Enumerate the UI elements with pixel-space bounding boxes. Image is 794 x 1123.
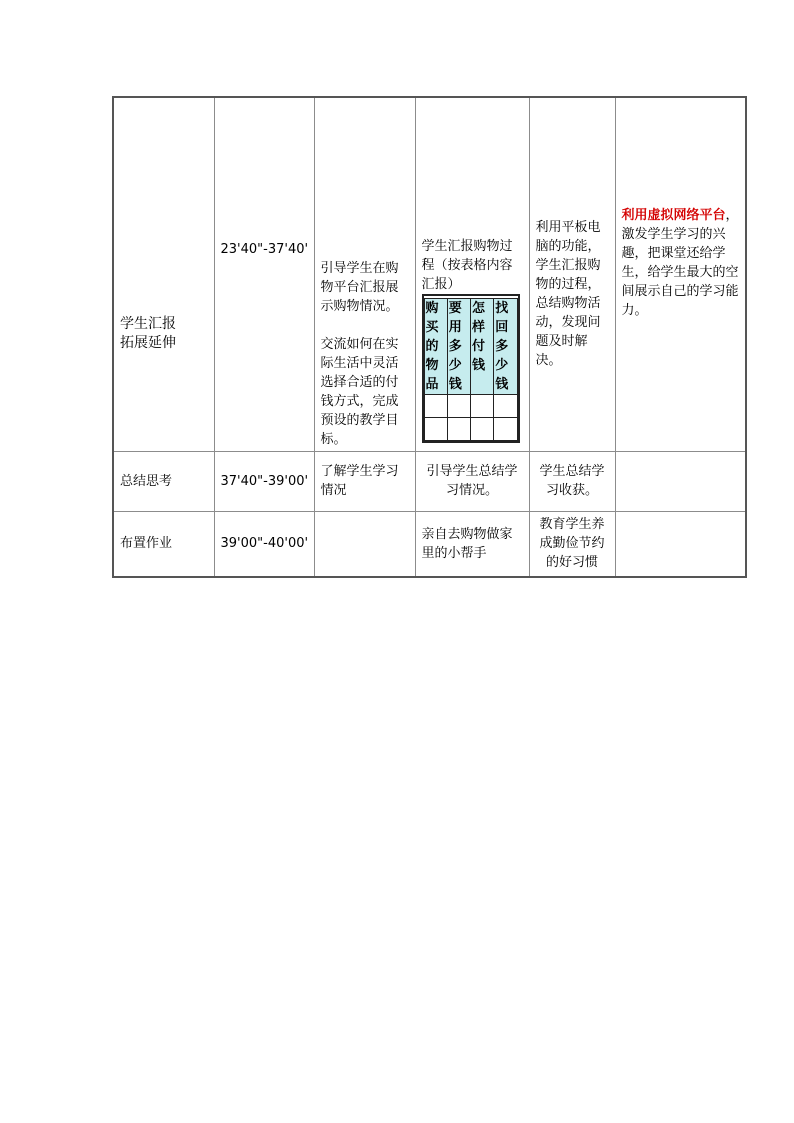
report-header-change: 找回多少钱: [494, 298, 517, 394]
student-activity-cell: [415, 451, 529, 511]
media-text: 学生总结学习收获。: [539, 464, 605, 498]
student-activity-cell: [415, 97, 529, 451]
media-cell: [529, 511, 615, 577]
stage-cell: [113, 451, 214, 511]
intent-text: ，激发学生学习的兴趣，把课堂还给学生，给学生最大的空间展示自己的学习能力。: [621, 208, 739, 319]
intent-cell: [615, 451, 746, 511]
teacher-activity-cell: [314, 451, 415, 511]
report-header-pay: 怎样付钱: [471, 298, 494, 394]
student-activity-cell: [415, 511, 529, 577]
time-cell: [214, 451, 314, 511]
teacher-activity-text-2: 交流如何在实际生活中灵活选择合适的付钱方式，完成预设的教学目标。: [320, 336, 399, 447]
teacher-activity-text-1: 引导学生在购物平台汇报展示购物情况。: [320, 260, 399, 314]
report-table-frame: [422, 294, 520, 443]
teacher-activity-text: 了解学生学习情况: [320, 464, 399, 498]
stage-cell: [113, 97, 214, 451]
time-label: 39'00"-40'00': [220, 536, 309, 552]
report-table: [424, 298, 518, 441]
student-activity-text: 亲自去购物做家里的小帮手: [421, 526, 513, 561]
media-text: 利用平板电脑的功能，学生汇报购物的过程，总结购物活动，发现问题及时解决。: [535, 220, 601, 369]
intent-highlight: 利用虚拟网络平台: [621, 208, 726, 224]
media-text: 教育学生养成勤俭节约的好习惯: [539, 517, 605, 571]
report-header-cost: 要用多少钱: [447, 298, 470, 394]
table-row: [113, 511, 746, 577]
stage-cell: [113, 511, 214, 577]
intent-cell: [615, 97, 746, 451]
intent-cell: [615, 511, 746, 577]
media-cell: [529, 451, 615, 511]
time-label: 37'40"-39'00': [220, 473, 309, 489]
time-cell: [214, 97, 314, 451]
stage-label: 学生汇报 拓展延伸: [120, 316, 176, 352]
lesson-plan-table: [112, 96, 747, 578]
table-row: [113, 451, 746, 511]
report-empty-row: [424, 417, 517, 440]
stage-label: 总结思考: [120, 473, 173, 489]
table-row: [113, 97, 746, 451]
report-header-item: 购买的物品: [424, 298, 447, 394]
stage-label: 布置作业: [120, 536, 173, 552]
student-activity-intro: 学生汇报购物过程（按表格内容汇报）: [421, 238, 513, 292]
report-empty-row: [424, 394, 517, 417]
student-activity-text: 引导学生总结学习情况。: [426, 464, 518, 498]
media-cell: [529, 97, 615, 451]
time-label: 23'40"-37'40': [220, 241, 309, 257]
teacher-activity-cell: [314, 97, 415, 451]
time-cell: [214, 511, 314, 577]
report-header-row: [424, 298, 517, 394]
teacher-activity-cell: [314, 511, 415, 577]
